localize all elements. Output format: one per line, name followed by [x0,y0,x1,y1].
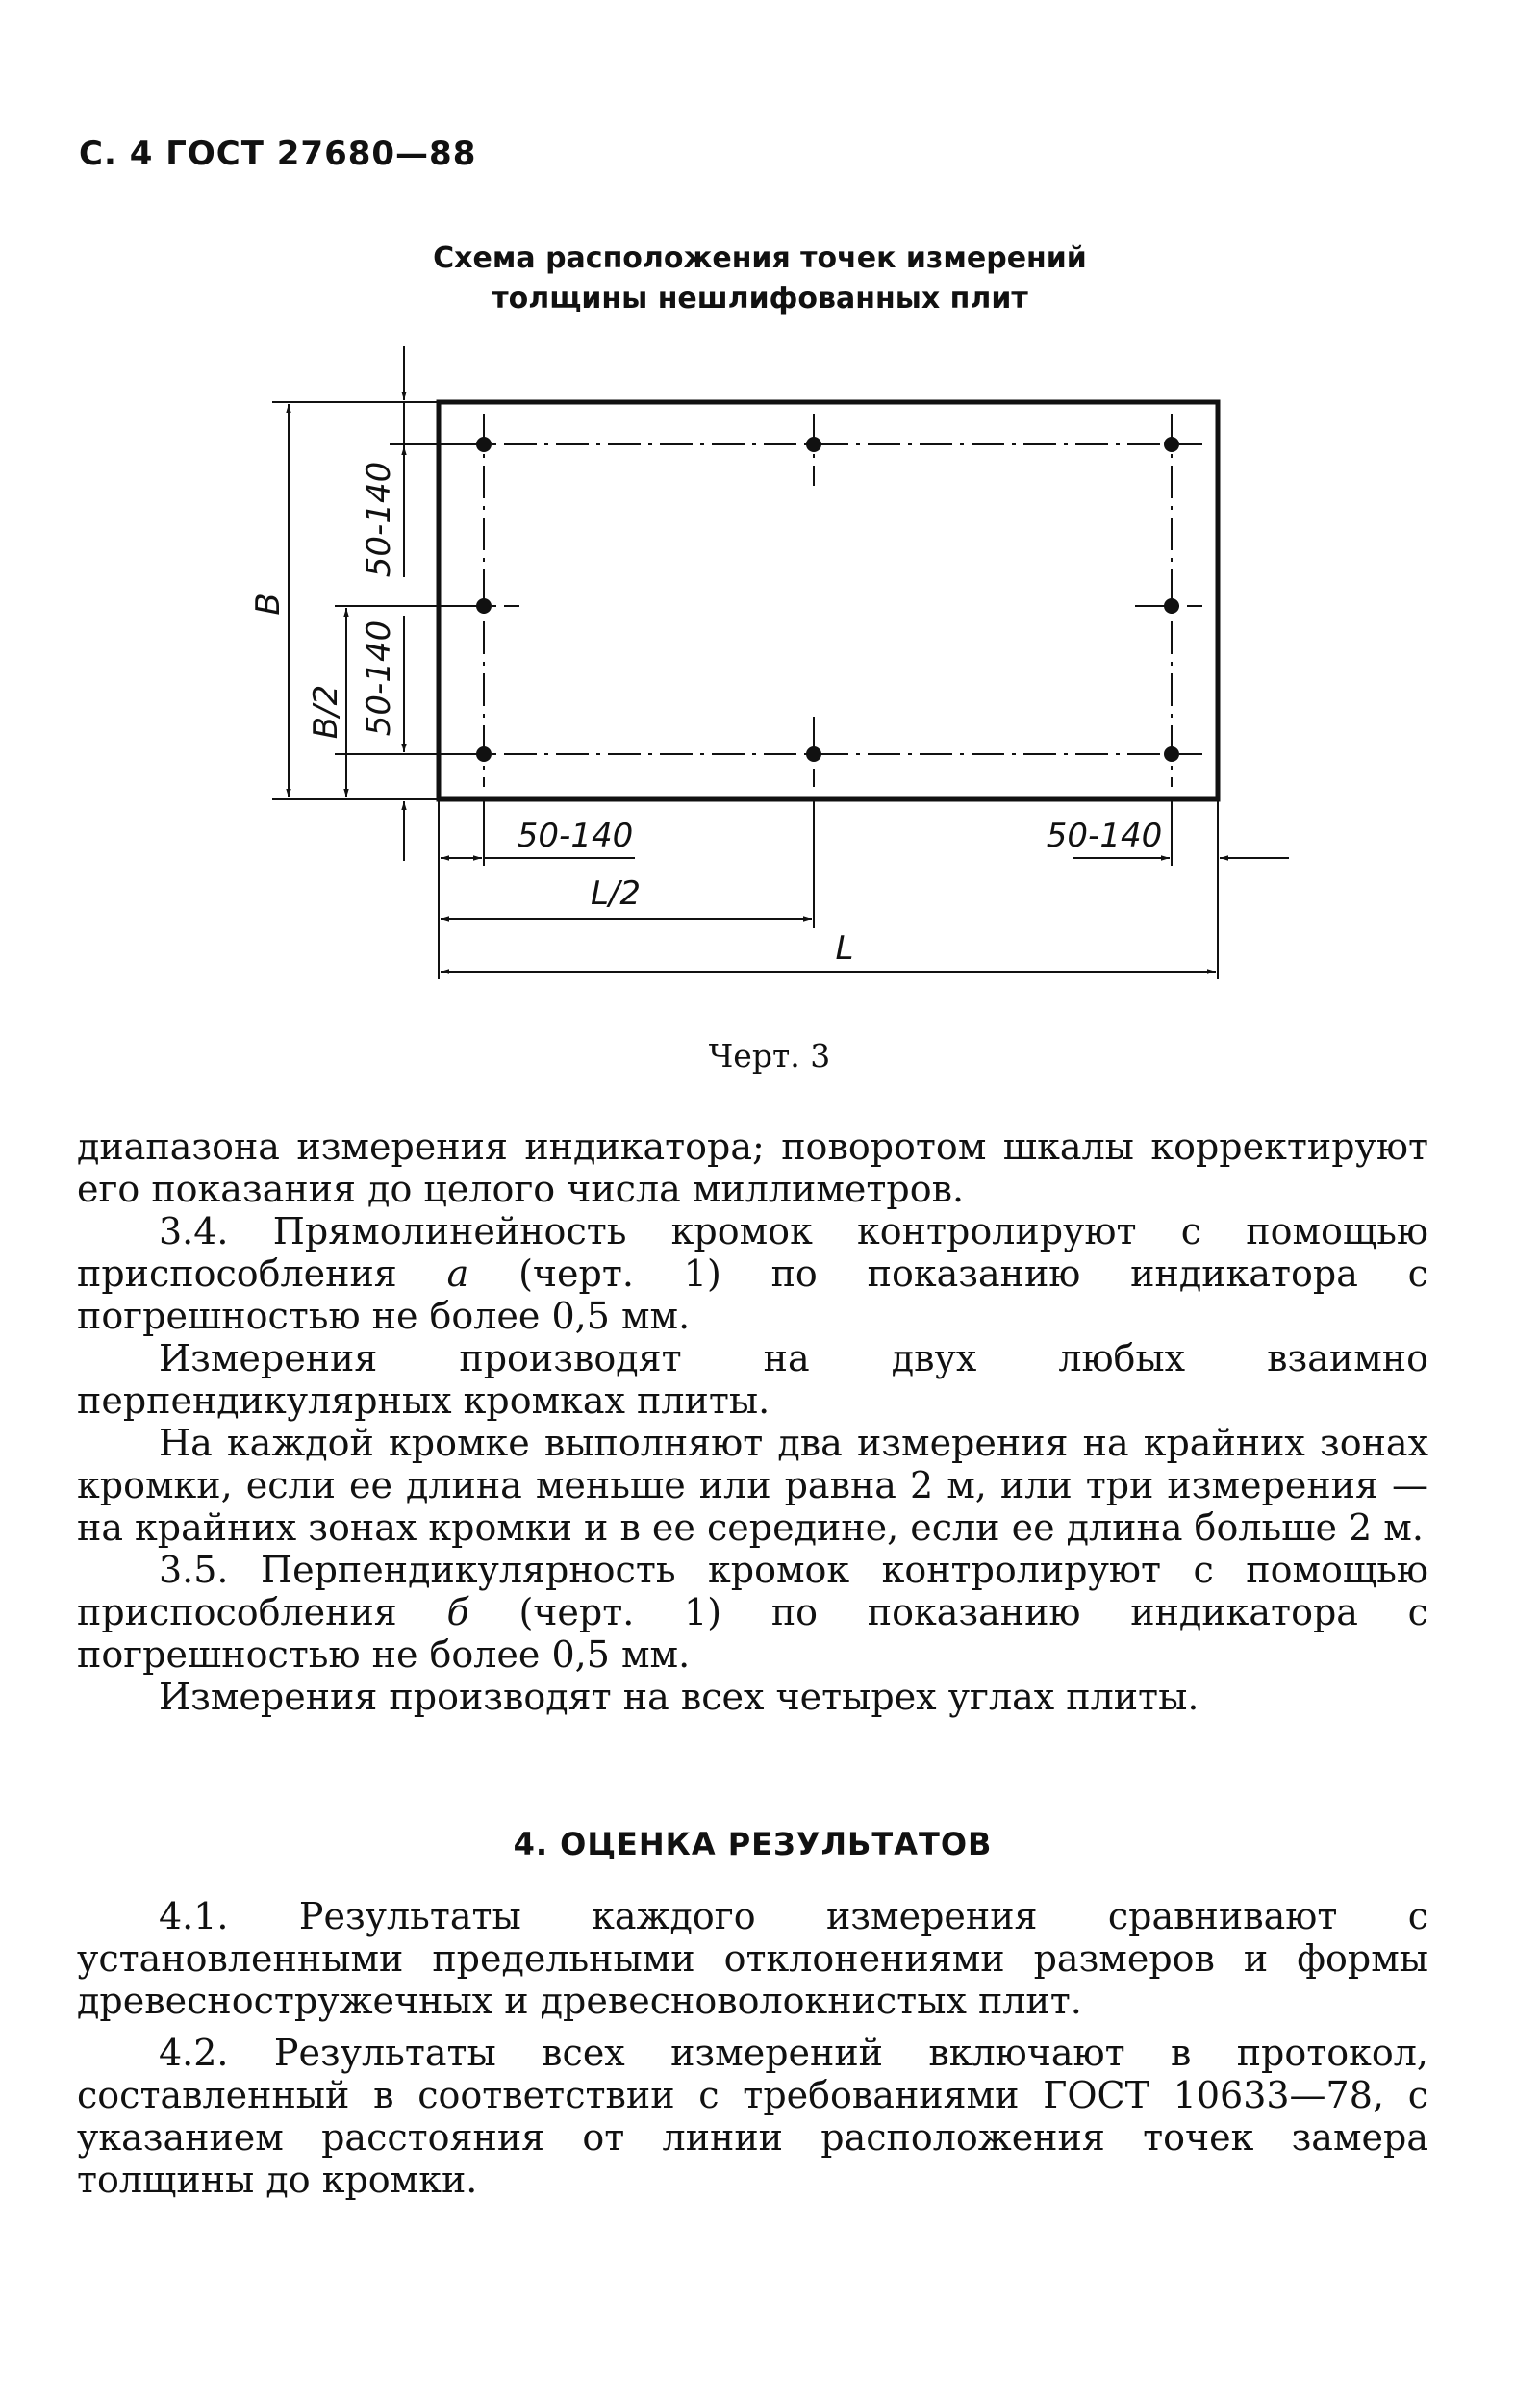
figure-title-line-1: Схема расположения точек измерений [433,241,1087,275]
paragraph: Измерения производят на всех четырех углах плиты. [159,1676,1199,1718]
paragraph-text: (черт. 1) по показанию индикатора с погрешностью не более 0,5 мм. [77,1252,1428,1337]
paragraph: диапазона измерения индикатора; поворотом шкалы корректируют его показания до целого числа миллиметров. [77,1125,1428,1210]
label-margin-left: 50-140 [517,817,634,855]
figure-title [289,239,1231,319]
section-title: 4. ОЦЕНКА РЕЗУЛЬТАТОВ [513,1826,993,1862]
figure-title-line-2: толщины нешлифованных плит [492,282,1028,316]
paragraph-text: 3.5. Перпендикулярность кромок контролируют с помощью приспособления [77,1549,1428,1633]
label-l-half: L/2 [590,874,642,913]
paragraph-3-5 [77,1549,1428,1676]
label-b-half: B/2 [307,684,345,740]
figure-caption: Черт. 3 [708,1037,831,1075]
plate-outline [439,402,1218,799]
measure-point [806,437,821,452]
measurement-scheme-drawing [0,327,1540,1020]
paragraph-3-4 [77,1210,1428,1337]
label-margin-right: 50-140 [1046,817,1163,855]
label-margin-top: 50-140 [360,461,398,578]
measure-point [1164,746,1179,762]
page-header: С. 4 ГОСТ 27680—88 [79,135,477,173]
device-mark-b: б [446,1591,469,1633]
measure-point [1164,437,1179,452]
paragraph-4-2: 4.2. Результаты всех измерений включают в протокол, составленный в соответствии с требованиями ГОСТ 10633—78, с указанием расстояния от линии расположения точек замера толщины до кромки. [77,2032,1428,2201]
device-mark-a: а [446,1252,469,1295]
paragraph-4-1: 4.1. Результаты каждого измерения сравнивают с установленными предельными отклонениями размеров и формы древесностружечных и древесноволокнистых плит. [77,1895,1428,2022]
label-margin-mid: 50-140 [360,619,398,737]
paragraph-text: 3.4. Прямолинейность кромок контролируют с помощью приспособления [77,1210,1428,1295]
label-l: L [835,929,854,968]
paragraph-text: (черт. 1) по показанию индикатора с погрешностью не более 0,5 мм. [77,1591,1428,1676]
measure-point [806,746,821,762]
body-text [77,1125,1428,1718]
paragraph: Измерения производят на двух любых взаимно перпендикулярных кромках плиты. [77,1337,1428,1422]
paragraph: На каждой кромке выполняют два измерения на крайних зонах кромки, если ее длина меньше или равна 2 м, или три измерения — на крайних зонах кромки и в ее середине, если ее длина больше 2 м. [77,1422,1428,1549]
label-b: B [249,593,288,616]
section-4-text [77,1895,1428,2201]
measure-point [1164,598,1179,614]
